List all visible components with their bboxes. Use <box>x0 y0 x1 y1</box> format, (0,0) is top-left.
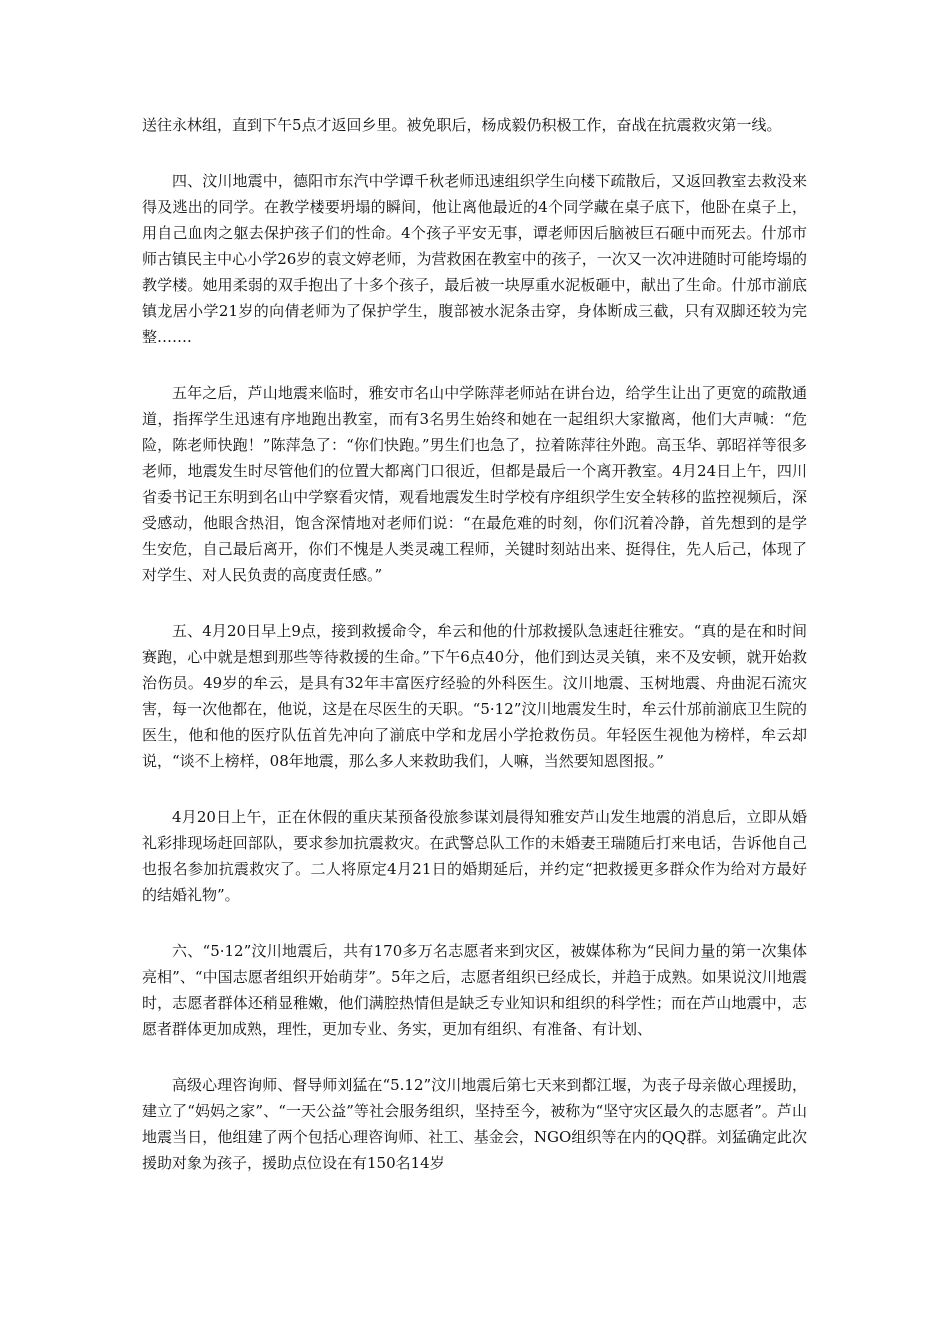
paragraph-mou-yun: 五、4月20日早上9点，接到救援命令，牟云和他的什邡救援队急速赶往雅安。“真的是在和时间赛跑，心中就是想到那些等待救援的生命。”下午6点40分，他们到达灵关镇，来不及安顿，就开始救治伤员。49岁的牟云，是具有32年丰富医疗经验的外科医生。汶川地震、玉树地震、舟曲泥石流灾害，每一次他都在，他说，这是在尽医生的天职。“5·12”汶川地震发生时，牟云什邡前湔底卫生院的医生，他和他的医疗队伍首先冲向了湔底中学和龙居小学抢救伤员。年轻医生视他为榜样，牟云却说，“谈不上榜样，08年地震，那么多人来救助我们，人嘛，当然要知恩图报。” <box>142 622 807 770</box>
paragraph-chen-ping: 五年之后，芦山地震来临时，雅安市名山中学陈萍老师站在讲台边，给学生让出了更宽的疏散通道，指挥学生迅速有序地跑出教室，而有3名男生始终和她在一起组织大家撤离，他们大声喊：“危险，陈老师快跑！”陈萍急了：“你们快跑。”男生们也急了，拉着陈萍往外跑。高玉华、郭昭祥等很多老师，地震发生时尽管他们的位置大都离门口很近，但都是最后一个离开教室。4月24日上午，四川省委书记王东明到名山中学察看灾情，观看地震发生时学校有序组织学生安全转移的监控视频后，深受感动，他眼含热泪，饱含深情地对老师们说：“在最危难的时刻，你们沉着冷静，首先想到的是学生安危，自己最后离开，你们不愧是人类灵魂工程师，关键时刻站出来、挺得住，先人后己，体现了对学生、对人民负责的高度责任感。” <box>142 384 807 584</box>
paragraph-volunteers: 六、“5·12”汶川地震后，共有170多万名志愿者来到灾区，被媒体称为“民间力量的第一次集体亮相”、“中国志愿者组织开始萌芽”。5年之后，志愿者组织已经成长，并趋于成熟。如果说汶川地震时，志愿者群体还稍显稚嫩，他们满腔热情但是缺乏专业知识和组织的科学性；而在芦山地震中，志愿者群体更加成熟，理性，更加专业、务实，更加有组织、有准备、有计划、 <box>142 942 807 1038</box>
paragraph-liu-meng: 高级心理咨询师、督导师刘猛在“5.12”汶川地震后第七天来到都江堰，为丧子母亲做心理援助，建立了“妈妈之家”、“一天公益”等社会服务组织，坚持至今，被称为“坚守灾区最久的志愿者”。芦山地震当日，他组建了两个包括心理咨询师、社工、基金会，NGO组织等在内的QQ群。刘猛确定此次援助对象为孩子，援助点位设在有150名14岁 <box>142 1076 807 1172</box>
document-page <box>142 112 807 1206</box>
paragraph-tan-qianqiu: 四、汶川地震中，德阳市东汽中学谭千秋老师迅速组织学生向楼下疏散后，又返回教室去救没来得及逃出的同学。在教学楼要坍塌的瞬间，他让离他最近的4个同学藏在桌子底下，他卧在桌子上，用自己血肉之躯去保护孩子们的性命。4个孩子平安无事，谭老师因后脑被巨石砸中而死去。什邡市师古镇民主中心小学26岁的袁文婷老师，为营救困在教室中的孩子，一次又一次冲进随时可能垮塌的教学楼。她用柔弱的双手抱出了十多个孩子，最后被一块厚重水泥板砸中，献出了生命。什邡市湔底镇龙居小学21岁的向倩老师为了保护学生，腹部被水泥条击穿，身体断成三截，只有双脚还较为完整……. <box>142 172 807 346</box>
paragraph-continuation: 送往永林组，直到下午5点才返回乡里。被免职后，杨成毅仍积极工作，奋战在抗震救灾第一线。 <box>142 116 782 134</box>
paragraph-liu-chen: 4月20日上午，正在休假的重庆某预备役旅参谋刘晨得知雅安芦山发生地震的消息后，立即从婚礼彩排现场赶回部队，要求参加抗震救灾。在武警总队工作的未婚妻王瑞随后打来电话，告诉他自己也报名参加抗震救灾了。二人将原定4月21日的婚期延后，并约定“把救援更多群众作为给对方最好的结婚礼物”。 <box>142 808 807 904</box>
